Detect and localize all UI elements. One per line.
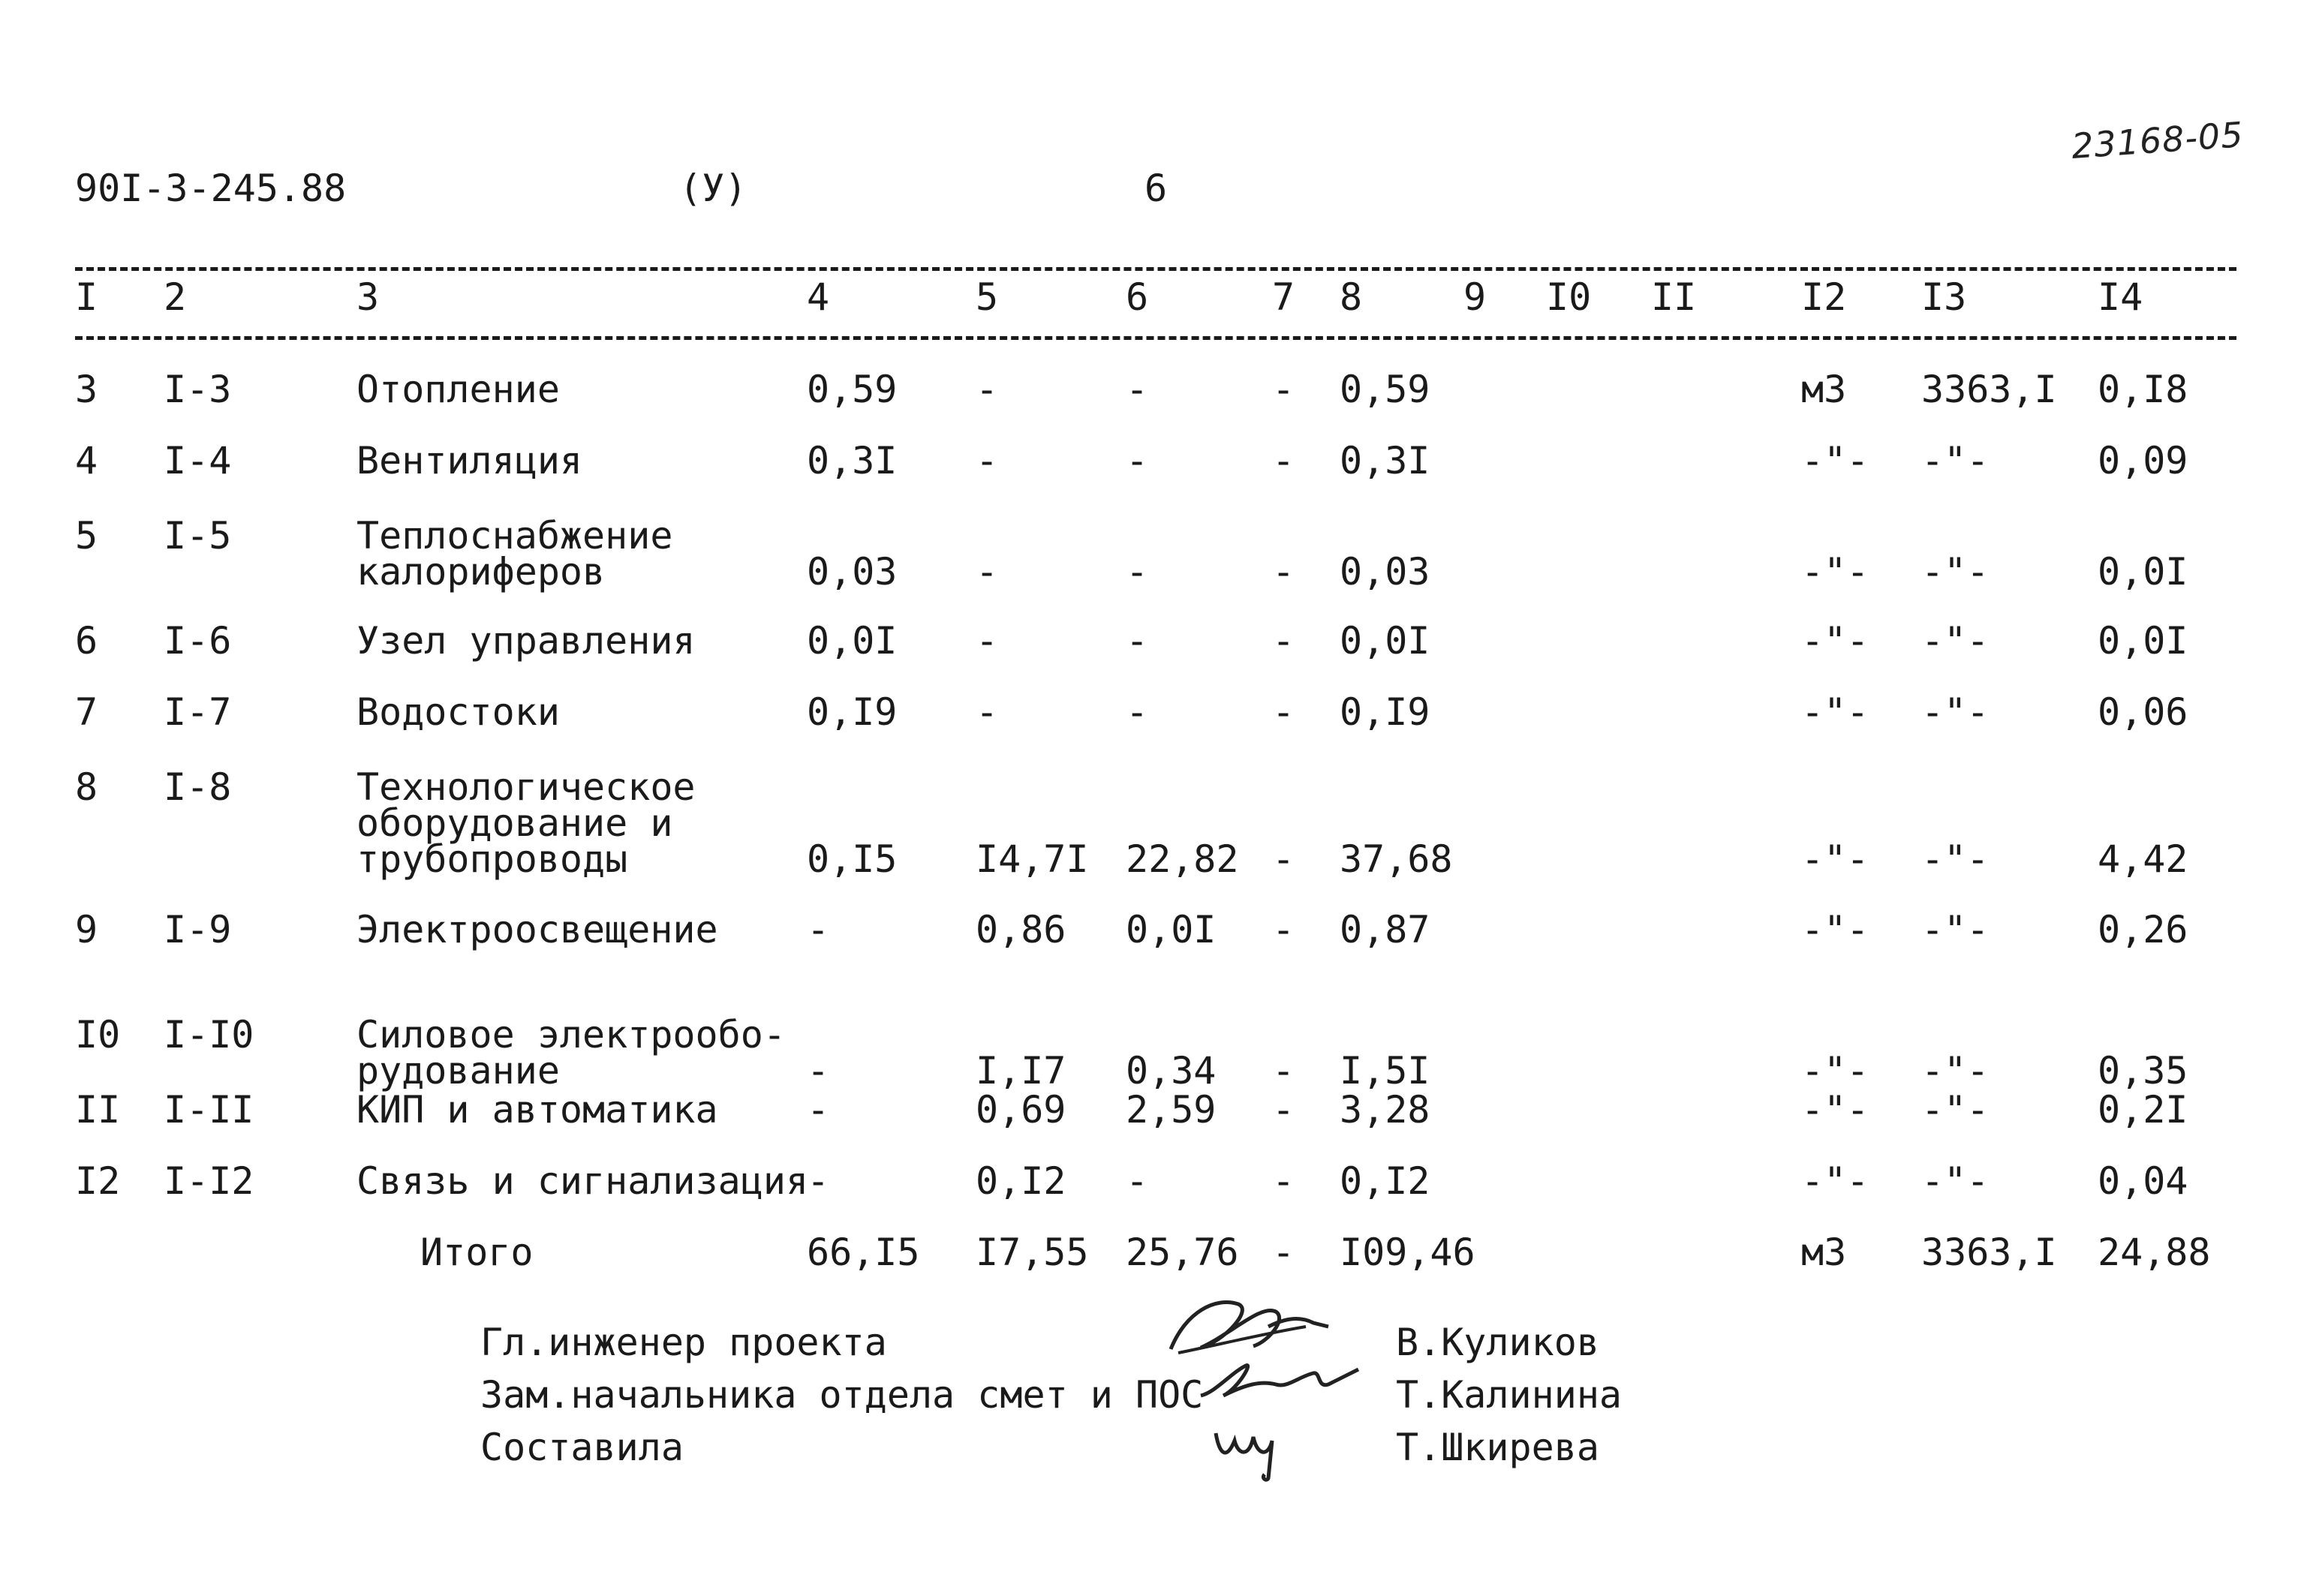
row-col7: - [1272, 550, 1295, 594]
row-code: I-4 [164, 439, 232, 482]
row-col8: 0,I9 [1340, 690, 1430, 734]
row-name: Водостоки [356, 690, 560, 734]
row-unit: -"- [1801, 690, 1869, 734]
row-col4: - [807, 1049, 830, 1093]
row-col7: - [1272, 837, 1295, 881]
row-number: 4 [75, 439, 98, 482]
signature-position: Гл.инженер проекта [480, 1321, 887, 1364]
total-col4: 66,I5 [807, 1231, 920, 1274]
row-name: Электроосвещение [356, 908, 718, 951]
row-unit: -"- [1801, 439, 1869, 482]
row-col14: 0,0I [2098, 550, 2188, 594]
table-top-rule [75, 267, 2236, 271]
row-col4: - [807, 908, 830, 951]
row-col4: 0,I5 [807, 837, 898, 881]
row-col4: 0,0I [807, 619, 898, 663]
column-header-4: 4 [807, 275, 830, 319]
row-name: рудование [356, 1049, 560, 1093]
signature-name: Т.Шкирева [1396, 1426, 1599, 1469]
column-header-6: 6 [1126, 275, 1149, 319]
row-number: 3 [75, 368, 98, 411]
row-code: I-I0 [164, 1013, 254, 1056]
row-col8: 0,I2 [1340, 1159, 1430, 1203]
signature-mark-3 [1208, 1411, 1298, 1486]
row-unit: -"- [1801, 908, 1869, 951]
row-code: I-I2 [164, 1159, 254, 1203]
row-col6: - [1126, 1159, 1149, 1203]
row-col6: - [1126, 690, 1149, 734]
row-col5: 0,I2 [976, 1159, 1066, 1203]
row-quantity: -"- [1921, 550, 1990, 594]
row-col14: 0,I8 [2098, 368, 2188, 411]
row-col7: - [1272, 1088, 1295, 1132]
row-unit: -"- [1801, 619, 1869, 663]
column-header-10: I0 [1546, 275, 1592, 319]
signature-position: Зам.начальника отдела смет и ПОС [480, 1373, 1204, 1417]
row-number: 8 [75, 765, 98, 809]
row-col14: 4,42 [2098, 837, 2188, 881]
column-header-13: I3 [1921, 275, 1967, 319]
row-name: КИП и автоматика [356, 1088, 718, 1132]
column-header-12: I2 [1801, 275, 1847, 319]
total-col7: - [1272, 1231, 1295, 1274]
row-unit: -"- [1801, 1088, 1869, 1132]
row-col4: 0,59 [807, 368, 898, 411]
row-name: Теплоснабжение [356, 514, 673, 558]
row-col8: 0,3I [1340, 439, 1430, 482]
row-number: I2 [75, 1159, 121, 1203]
row-col6: 2,59 [1126, 1088, 1217, 1132]
row-col6: - [1126, 550, 1149, 594]
row-number: 7 [75, 690, 98, 734]
doc-code: 90I-3-245.88 [75, 167, 347, 210]
row-unit: м3 [1801, 368, 1847, 411]
row-col6: - [1126, 619, 1149, 663]
row-unit: -"- [1801, 1049, 1869, 1093]
row-col8: 0,87 [1340, 908, 1430, 951]
row-number: 5 [75, 514, 98, 558]
row-col14: 0,09 [2098, 439, 2188, 482]
column-header-11: II [1651, 275, 1697, 319]
row-name: Вентиляция [356, 439, 583, 482]
row-col8: 0,03 [1340, 550, 1430, 594]
row-col6: 0,0I [1126, 908, 1217, 951]
row-col7: - [1272, 439, 1295, 482]
row-code: I-8 [164, 765, 232, 809]
row-col5: - [976, 368, 999, 411]
column-header-7: 7 [1272, 275, 1295, 319]
column-header-1: I [75, 275, 98, 319]
row-quantity: -"- [1921, 439, 1990, 482]
row-quantity: -"- [1921, 1088, 1990, 1132]
total-unit: м3 [1801, 1231, 1847, 1274]
row-quantity: -"- [1921, 690, 1990, 734]
row-name: Узел управления [356, 619, 696, 663]
doc-letter: (У) [679, 167, 747, 210]
row-col4: - [807, 1159, 830, 1203]
row-col8: 0,59 [1340, 368, 1430, 411]
row-col4: 0,3I [807, 439, 898, 482]
row-col7: - [1272, 908, 1295, 951]
row-name: калориферов [356, 550, 606, 594]
row-col5: I,I7 [976, 1049, 1066, 1093]
row-unit: -"- [1801, 837, 1869, 881]
row-number: II [75, 1088, 121, 1132]
row-quantity: -"- [1921, 908, 1990, 951]
row-col5: 0,69 [976, 1088, 1066, 1132]
row-number: I0 [75, 1013, 121, 1056]
row-col7: - [1272, 690, 1295, 734]
row-code: I-6 [164, 619, 232, 663]
total-col8: I09,46 [1340, 1231, 1475, 1274]
row-col14: 0,2I [2098, 1088, 2188, 1132]
row-col7: - [1272, 1049, 1295, 1093]
column-header-5: 5 [976, 275, 999, 319]
signature-mark-2 [1193, 1351, 1366, 1411]
row-col6: 22,82 [1126, 837, 1239, 881]
row-quantity: -"- [1921, 837, 1990, 881]
row-code: I-7 [164, 690, 232, 734]
row-name: Силовое электрообо- [356, 1013, 786, 1056]
row-col14: 0,06 [2098, 690, 2188, 734]
table-header-rule [75, 336, 2236, 340]
total-col14: 24,88 [2098, 1231, 2211, 1274]
column-header-14: I4 [2098, 275, 2143, 319]
row-name: Связь и сигнализация [356, 1159, 809, 1203]
row-code: I-II [164, 1088, 254, 1132]
row-col6: - [1126, 368, 1149, 411]
row-col8: 37,68 [1340, 837, 1453, 881]
row-code: I-3 [164, 368, 232, 411]
row-col8: 0,0I [1340, 619, 1430, 663]
row-name: трубопроводы [356, 837, 628, 881]
row-name: оборудование и [356, 801, 673, 845]
row-col14: 0,26 [2098, 908, 2188, 951]
column-header-8: 8 [1340, 275, 1363, 319]
row-col5: I4,7I [976, 837, 1089, 881]
page-number: 6 [1144, 167, 1168, 210]
row-unit: -"- [1801, 550, 1869, 594]
row-col7: - [1272, 368, 1295, 411]
row-name: Технологическое [356, 765, 696, 809]
row-quantity: -"- [1921, 1049, 1990, 1093]
row-col14: 0,35 [2098, 1049, 2188, 1093]
handwritten-number: 23168-05 [2070, 114, 2245, 167]
row-quantity: -"- [1921, 619, 1990, 663]
row-col4: - [807, 1088, 830, 1132]
row-col14: 0,0I [2098, 619, 2188, 663]
signature-position: Составила [480, 1426, 684, 1469]
row-col5: - [976, 439, 999, 482]
row-col4: 0,I9 [807, 690, 898, 734]
row-code: I-5 [164, 514, 232, 558]
row-col5: 0,86 [976, 908, 1066, 951]
row-number: 6 [75, 619, 98, 663]
total-quantity: 3363,I [1921, 1231, 2057, 1274]
signature-name: Т.Калинина [1396, 1373, 1623, 1417]
row-code: I-9 [164, 908, 232, 951]
row-col6: - [1126, 439, 1149, 482]
row-quantity: -"- [1921, 1159, 1990, 1203]
signature-name: В.Куликов [1396, 1321, 1599, 1364]
row-col8: 3,28 [1340, 1088, 1430, 1132]
row-col8: I,5I [1340, 1049, 1430, 1093]
row-unit: -"- [1801, 1159, 1869, 1203]
row-col5: - [976, 619, 999, 663]
row-col4: 0,03 [807, 550, 898, 594]
row-col6: 0,34 [1126, 1049, 1217, 1093]
row-number: 9 [75, 908, 98, 951]
column-header-9: 9 [1463, 275, 1487, 319]
row-name: Отопление [356, 368, 560, 411]
total-label: Итого [420, 1231, 534, 1274]
column-header-3: 3 [356, 275, 380, 319]
row-col7: - [1272, 619, 1295, 663]
row-col5: - [976, 690, 999, 734]
row-col14: 0,04 [2098, 1159, 2188, 1203]
column-header-2: 2 [164, 275, 187, 319]
row-col5: - [976, 550, 999, 594]
row-col7: - [1272, 1159, 1295, 1203]
row-quantity: 3363,I [1921, 368, 2057, 411]
total-col6: 25,76 [1126, 1231, 1239, 1274]
total-col5: I7,55 [976, 1231, 1089, 1274]
